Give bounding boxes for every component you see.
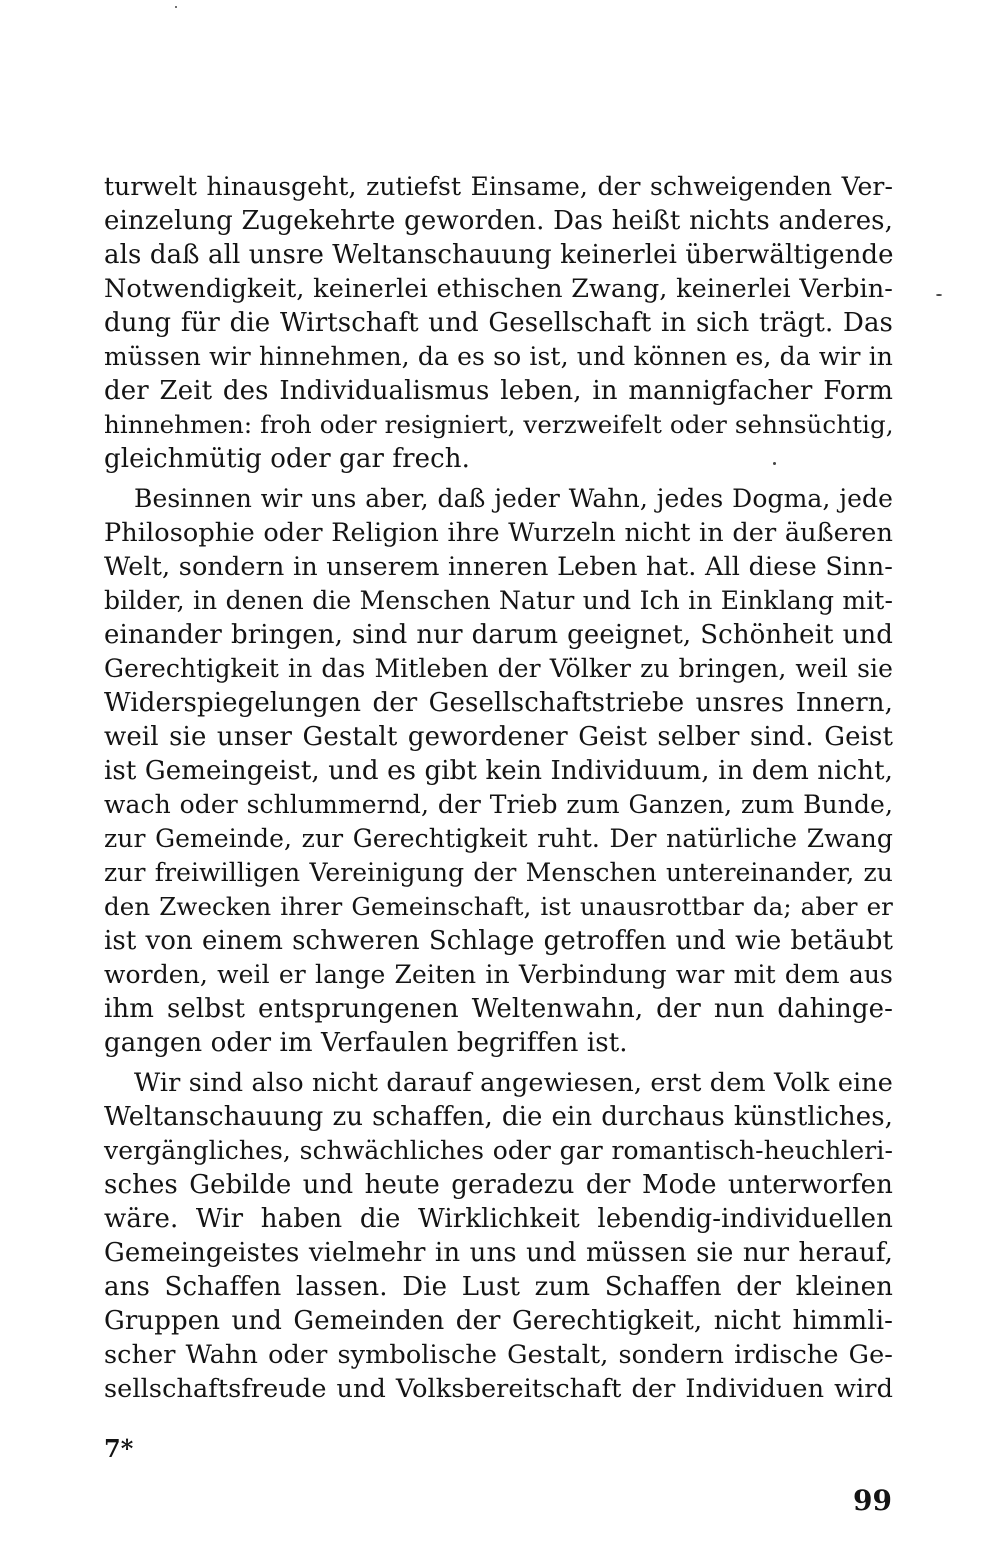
text-line: vergängliches, schwächliches oder gar romantisch-heuchleri- [104, 1136, 893, 1165]
text-line: turwelt hinausgeht, zutiefst Einsame, der schweigenden Ver- [104, 172, 893, 201]
text-line: weil sie unser Gestalt gewordener Geist selber sind. Geist [104, 722, 893, 752]
text-line: ist Gemeingeist, und es gibt kein Individuum, in dem nicht, [104, 756, 893, 786]
text-line: Weltanschauung zu schaffen, die ein durchaus künstliches, [104, 1102, 893, 1132]
text-line: ihm selbst entsprungenen Weltenwahn, der nun dahinge- [104, 994, 893, 1024]
signature-mark: 7* [104, 1434, 134, 1463]
text-line: wäre. Wir haben die Wirklichkeit lebendig-individuellen [104, 1204, 893, 1234]
text-line: einzelung Zugekehrte geworden. Das heißt nichts anderes, [104, 206, 893, 236]
text-line: sellschaftsfreude und Volksbereitschaft der Individuen wird [104, 1374, 893, 1404]
text-line: sches Gebilde und heute geradezu der Mode unterworfen [104, 1170, 893, 1200]
text-line: Gemeingeistes vielmehr in uns und müssen sie nur herauf, [104, 1238, 893, 1268]
text-line: Wir sind also nicht darauf angewiesen, erst dem Volk eine [134, 1068, 893, 1098]
text-line: bilder, in denen die Menschen Natur und Ich in Einklang mit- [104, 586, 893, 615]
text-line: einander bringen, sind nur darum geeignet, Schönheit und [104, 620, 893, 650]
text-line: den Zwecken ihrer Gemeinschaft, ist unausrottbar da; aber er [104, 892, 893, 921]
text-line: hinnehmen: froh oder resigniert, verzweifelt oder sehnsüchtig, [104, 410, 894, 439]
text-line: Besinnen wir uns aber, daß jeder Wahn, jedes Dogma, jede [134, 484, 893, 513]
text-line: müssen wir hinnehmen, da es so ist, und können es, da wir in [104, 342, 893, 371]
text-line: worden, weil er lange Zeiten in Verbindung war mit dem aus [104, 960, 893, 989]
page-number: 99 [853, 1484, 892, 1517]
scan-speck [936, 294, 942, 296]
scan-speck [175, 6, 177, 8]
text-line: Gruppen und Gemeinden der Gerechtigkeit, nicht himmli- [104, 1306, 893, 1336]
text-line: ans Schaffen lassen. Die Lust zum Schaffen der kleinen [104, 1272, 893, 1302]
text-line: Welt, sondern in unserem inneren Leben hat. All diese Sinn- [104, 552, 893, 582]
text-line: Gerechtigkeit in das Mitleben der Völker zu bringen, weil sie [104, 654, 893, 683]
text-line: gangen oder im Verfaulen begriffen ist. [104, 1028, 628, 1058]
text-line: als daß all unsre Weltanschauung keinerlei überwältigende [104, 240, 894, 270]
text-line: Widerspiegelungen der Gesellschaftstriebe unsres Innern, [104, 688, 893, 718]
text-line: wach oder schlummernd, der Trieb zum Ganzen, zum Bunde, [104, 790, 893, 819]
text-line: Philosophie oder Religion ihre Wurzeln nicht in der äußeren [104, 518, 893, 548]
text-line: scher Wahn oder symbolische Gestalt, sondern irdische Ge- [104, 1340, 893, 1370]
scan-speck [773, 462, 776, 465]
text-line: gleichmütig oder gar frech. [104, 444, 470, 474]
text-line: dung für die Wirtschaft und Gesellschaft in sich trägt. Das [104, 308, 893, 338]
text-line: Notwendigkeit, keinerlei ethischen Zwang, keinerlei Verbin- [104, 274, 893, 304]
text-line: der Zeit des Individualismus leben, in mannigfacher Form [104, 376, 893, 406]
text-line: ist von einem schweren Schlage getroffen und wie betäubt [104, 926, 893, 956]
text-line: zur freiwilligen Vereinigung der Menschen untereinander, zu [104, 858, 893, 887]
text-line: zur Gemeinde, zur Gerechtigkeit ruht. Der natürliche Zwang [104, 824, 893, 853]
